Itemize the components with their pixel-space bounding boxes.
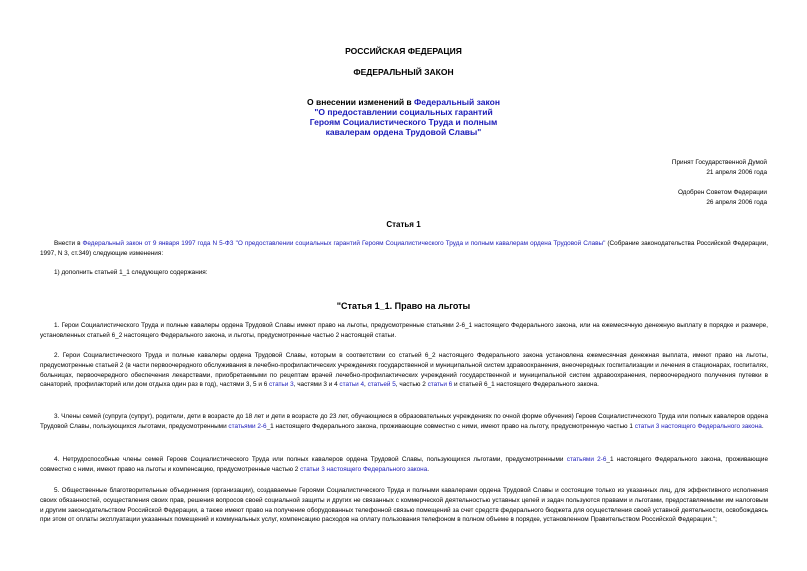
title-line-2: "О предоставлении социальных гарантий	[314, 107, 493, 117]
duma-adoption	[672, 158, 767, 178]
duma-label: Принят Государственной Думой	[671, 159, 767, 166]
article-1-item-1	[40, 268, 768, 278]
p3-link-articles-2-6[interactable]: статьями 2-6	[228, 422, 267, 430]
paragraph-3	[40, 412, 768, 432]
title-line-3: Героям Социалистического Труда и полным	[309, 117, 498, 127]
council-label: Одобрен Советом Федерации	[677, 189, 767, 196]
p3-text-b: _1 настоящего Федерального закона, проживающие совместно с ними, имеют право на льготу, предусмотренную частью 1	[266, 422, 635, 430]
title-prefix: О внесении изменений в	[307, 97, 415, 107]
title-line-4: кавалерам ордена Трудовой Славы"	[325, 127, 482, 137]
intro-suffix: (Собрание законодательства Российской Федерации, 1997, N 3, ст.349) следующие изменения:	[40, 240, 769, 257]
duma-date: 21 апреля 2006 года	[706, 169, 767, 176]
p3-text-c: .	[761, 422, 764, 430]
p4-text-a: 4. Нетрудоспособные члены семей Героев Социалистического Труда или полных кавалеров ордена Трудовой Славы, пользующихся льготами, предусмотренными	[54, 456, 567, 463]
p2-text-b: , частями 3 и 4	[293, 381, 340, 389]
paragraph-1	[40, 321, 768, 341]
law-type-heading: ФЕДЕРАЛЬНЫЙ ЗАКОН	[353, 67, 454, 77]
p4-text-b: _1 настоящего Федерального закона, проживающие совместно с ними, имеют право на льготы и компенсацию, предусмотренные частью 2	[40, 456, 768, 473]
law-title	[0, 97, 807, 137]
council-approval	[678, 188, 767, 208]
p2-link-article-5[interactable]: статьей 5	[367, 381, 396, 389]
p2-text-a: 2. Герои Социалистического Труда и полные кавалеры ордена Трудовой Славы, которым в соответствии со статьей 6_2 настоящего Федерального закона установлена ежемесячная денежная выплата, имеют право на льготы, предусмотренные статьей 2 (в части первоочередного обслуживания в лечебно-профилактических учреждениях государственной и муниципальной систем здравоохранения, внеочередных госпитализации и лечения в стационарах, госпиталях, больницах, первоочередного обеспечения лекарствами, приобретаемыми по рецептам врачей лечебно-профилактических учреждений государственной и муниципальной систем здравоохранения, первоочередного получения путевки в санаторий, профилакторий или дом отдыха один раз в год), частями 3, 5 и 6	[40, 352, 768, 389]
item-1-text: 1) дополнить статьей 1_1 следующего содержания:	[54, 269, 208, 276]
p4-link-article-3[interactable]: статьи 3 настоящего Федерального закона	[300, 465, 428, 473]
paragraph-5-text: 5. Общественные благотворительные объединения (организации), создаваемые Героями Социалистического Труда и полными кавалерами ордена Трудовой Славы и состоящие только из указанных лиц, для эффективного исполнения своих обязанностей, осуществления своих прав, решения вопросов своей социальной защиты и других не связанных с коммерческой деятельностью уставных целей и задач пользуются правами и льготами, предоставляемыми им налоговым и другим законодательством Российской Федерации, а также имеют право на получение оборудованных телефонной связью помещений за счет средств федерального бюджета для осуществления своей уставной деятельности, освобождаясь при этом от оплаты эксплуатации указанных помещений и коммунальных услуг, компенсацию расходов на оплату пользования телефоном в полном объеме в порядке, установленном Правительством Российской Федерации.";	[40, 487, 768, 524]
p2-link-article-4[interactable]: статьи 4	[339, 381, 365, 389]
article-1-1-heading: "Статья 1_1. Право на льготы	[336, 301, 471, 311]
p4-text-c: .	[427, 465, 430, 473]
intro-prefix: Внести в	[54, 240, 83, 247]
p2-link-article-3[interactable]: статьи 3	[269, 381, 294, 389]
country-heading: РОССИЙСКАЯ ФЕДЕРАЦИЯ	[345, 46, 462, 56]
council-date: 26 апреля 2006 года	[706, 199, 767, 206]
p2-text-e: и статьей 6_1 настоящего Федерального закона.	[452, 381, 599, 389]
p2-link-article-6[interactable]: статьи 6	[427, 381, 453, 389]
paragraph-4	[40, 455, 768, 475]
p3-text-a: 3. Члены семей (супруга (супруг), родители, дети в возрасте до 18 лет и дети в возрасте до 23 лет, обучающиеся в образовательных учреждениях по очной форме обучения) Героев Социалистического Труда или полных кавалеров ордена Трудовой Славы, пользующихся льготами, предусмотренными	[40, 413, 768, 430]
p4-link-articles-2-6[interactable]: статьями 2-6	[566, 456, 607, 463]
title-law-link[interactable]: Федеральный закон	[414, 97, 500, 107]
p2-text-c: ,	[364, 381, 368, 389]
paragraph-5	[40, 486, 768, 525]
article-1-intro	[40, 239, 768, 259]
article-1-heading: Статья 1	[386, 220, 421, 229]
paragraph-2	[40, 351, 768, 390]
intro-law-link[interactable]: Федеральный закон от 9 января 1997 года N 5-ФЗ "О предоставлении социальных гарантий Героям Социалистического Труда и полным кавалерам ордена Трудовой Славы"	[82, 240, 606, 247]
paragraph-1-text: 1. Герои Социалистического Труда и полные кавалеры ордена Трудовой Славы имеют право на льготы, предусмотренные статьями 2-6_1 настоящего Федерального закона, или на ежемесячную денежную выплату в порядке и размере, установленных статьей 6_2 настоящего Федерального закона, и льготы, предусмотренные частью 2 настоящей статьи.	[40, 322, 768, 339]
p2-text-d: , частью 2	[395, 381, 428, 389]
p3-link-article-3[interactable]: статьи 3 настоящего Федерального закона	[634, 422, 762, 430]
